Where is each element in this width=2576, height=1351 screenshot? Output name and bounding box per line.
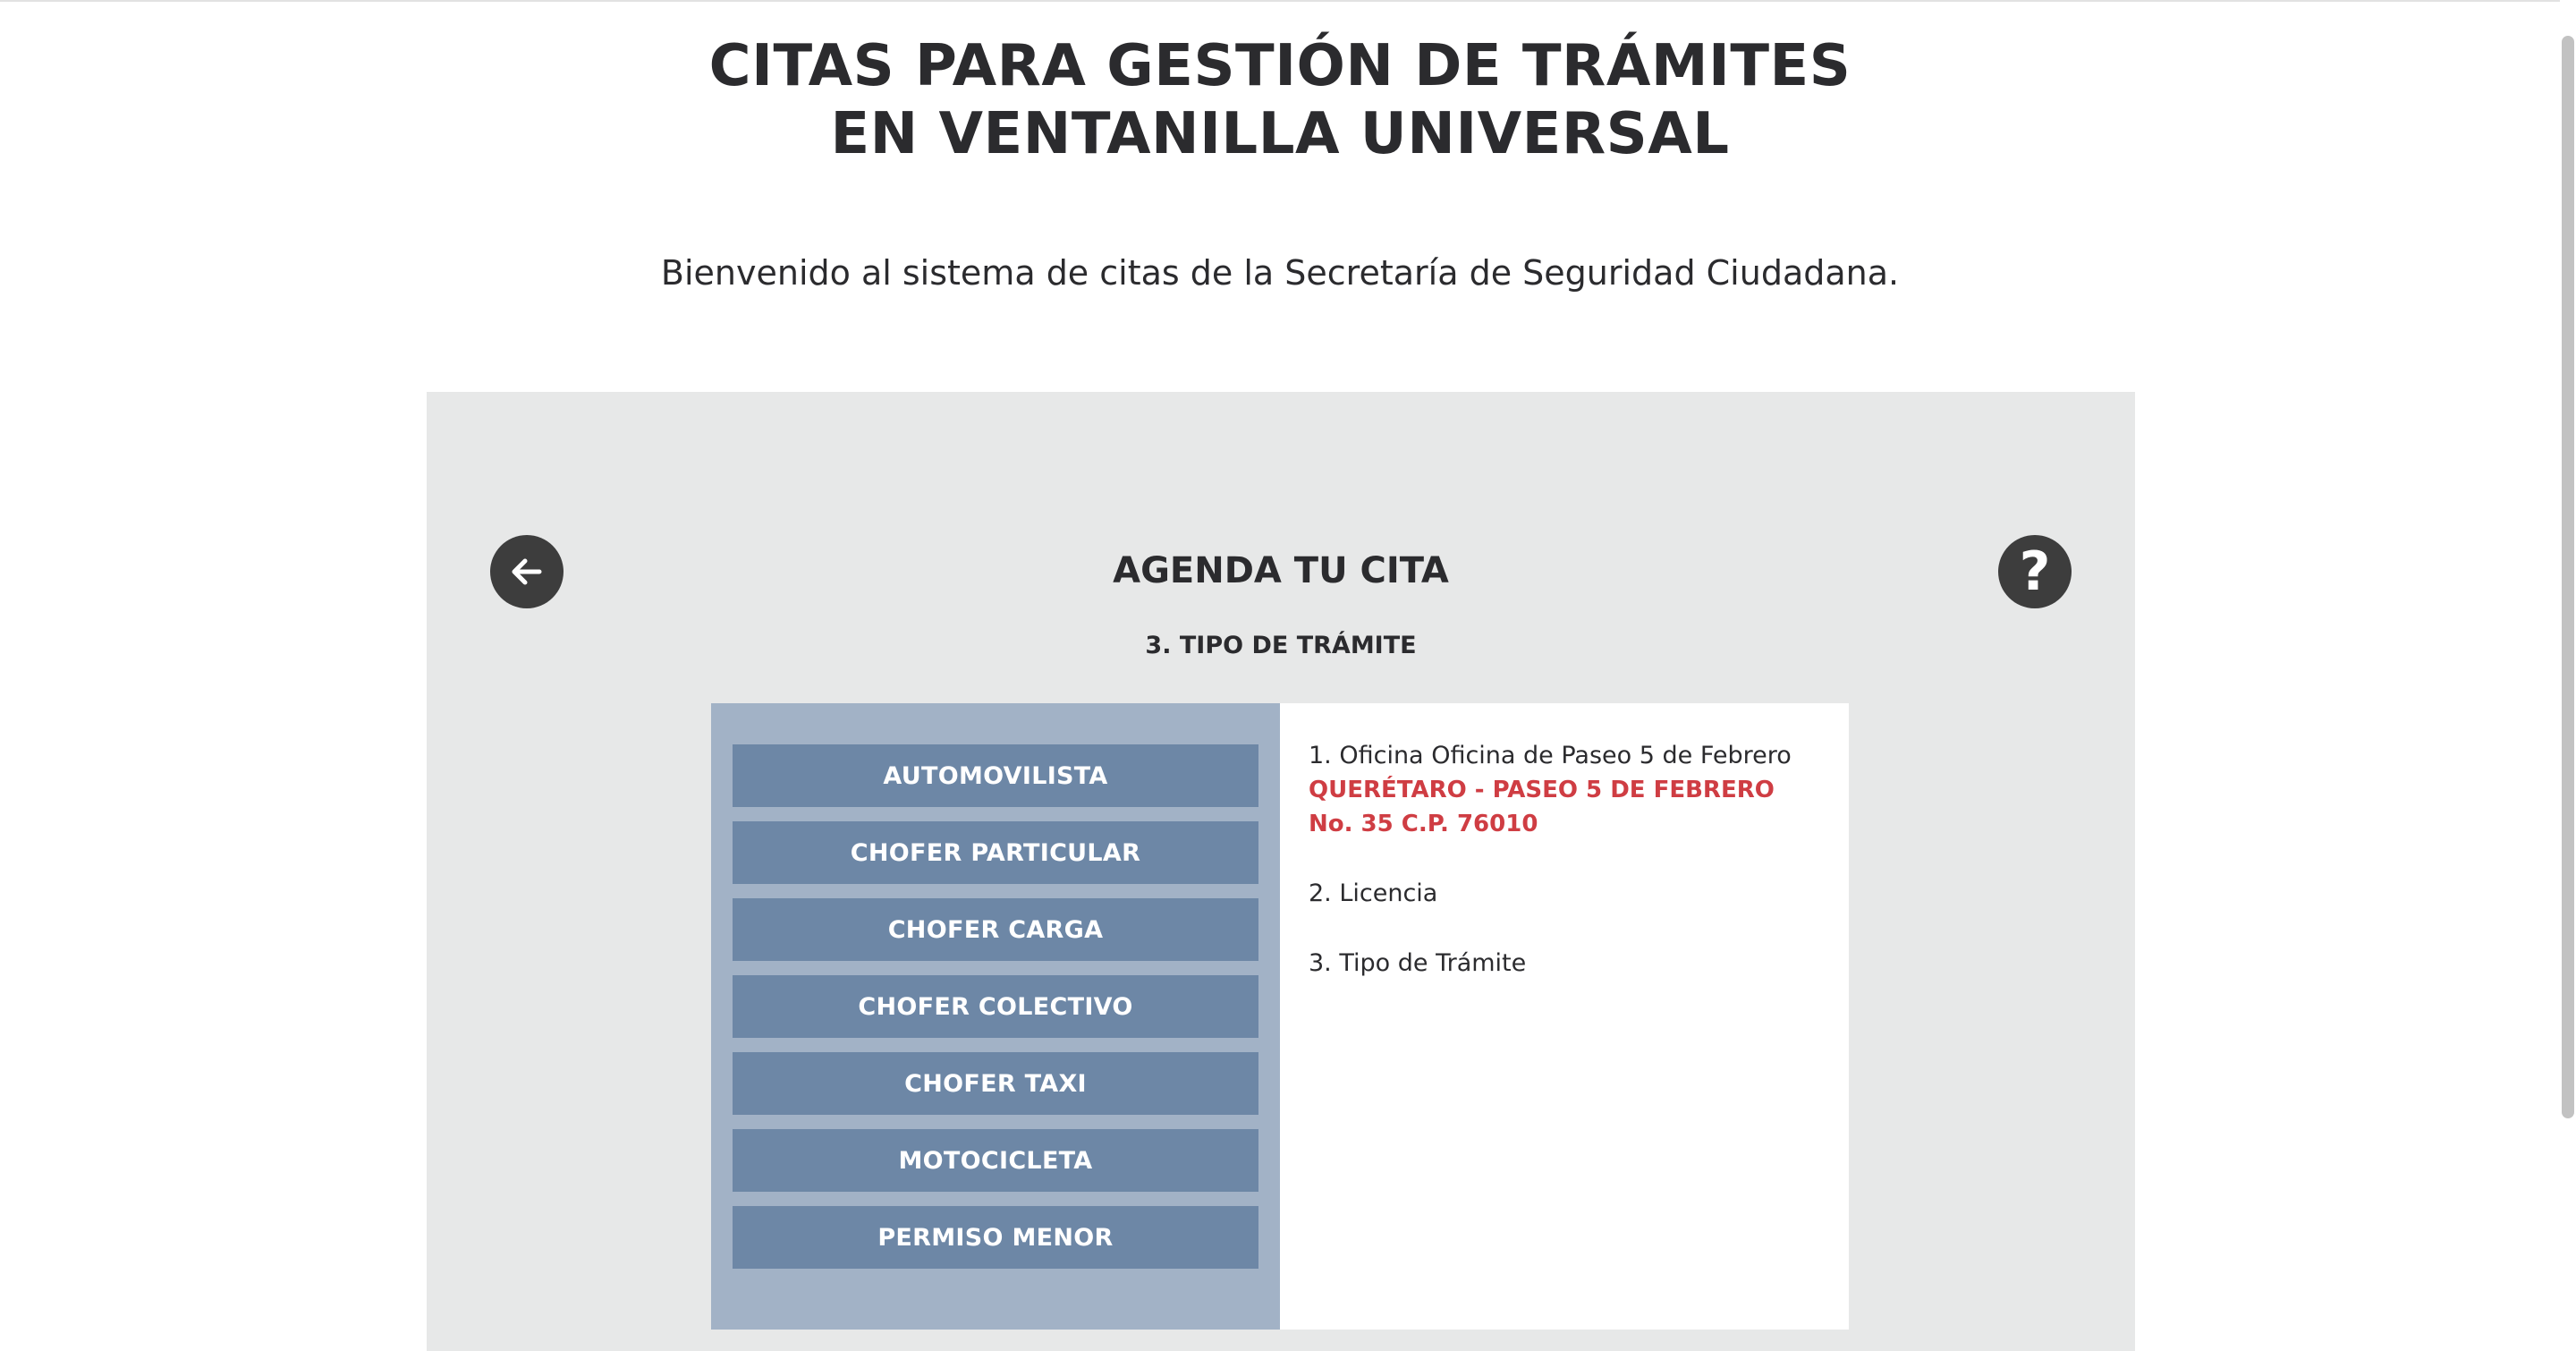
scrollbar-thumb[interactable]: [2562, 36, 2574, 1118]
wizard-heading: AGENDA TU CITA: [1113, 550, 1449, 591]
option-permiso-menor-button[interactable]: PERMISO MENOR: [733, 1206, 1258, 1269]
page-title: [0, 32, 2560, 168]
option-chofer-colectivo-button[interactable]: CHOFER COLECTIVO: [733, 975, 1258, 1038]
procedure-options: [711, 703, 1280, 1330]
top-border: [0, 0, 2576, 2]
option-chofer-taxi-button[interactable]: CHOFER TAXI: [733, 1052, 1258, 1115]
page-title-line-1: CITAS PARA GESTIÓN DE TRÁMITES: [708, 33, 1852, 99]
welcome-message: Bienvenido al sistema de citas de la Secretaría de Seguridad Ciudadana.: [660, 253, 1900, 293]
summary-office-name: 1. Oficina Oficina de Paseo 5 de Febrero: [1309, 742, 1792, 769]
option-chofer-carga-button[interactable]: CHOFER CARGA: [733, 898, 1258, 961]
summary-office: [1309, 739, 1818, 841]
step-label: 3. TIPO DE TRÁMITE: [1145, 632, 1417, 659]
page-title-line-2: EN VENTANILLA UNIVERSAL: [830, 101, 1730, 167]
summary-procedure-type: 3. Tipo de Trámite: [1309, 949, 1527, 977]
question-icon: ?: [2019, 540, 2051, 603]
appointment-panel: [427, 392, 2135, 1351]
help-button[interactable]: [1998, 535, 2072, 608]
summary-office-address: QUERÉTARO - PASEO 5 DE FEBRERO No. 35 C.P. 76010: [1309, 777, 1775, 837]
option-automovilista-button[interactable]: AUTOMOVILISTA: [733, 744, 1258, 807]
selection-summary: [1280, 703, 1849, 1330]
option-motocicleta-button[interactable]: MOTOCICLETA: [733, 1129, 1258, 1192]
summary-license: 2. Licencia: [1309, 879, 1438, 907]
option-chofer-particular-button[interactable]: CHOFER PARTICULAR: [733, 821, 1258, 884]
